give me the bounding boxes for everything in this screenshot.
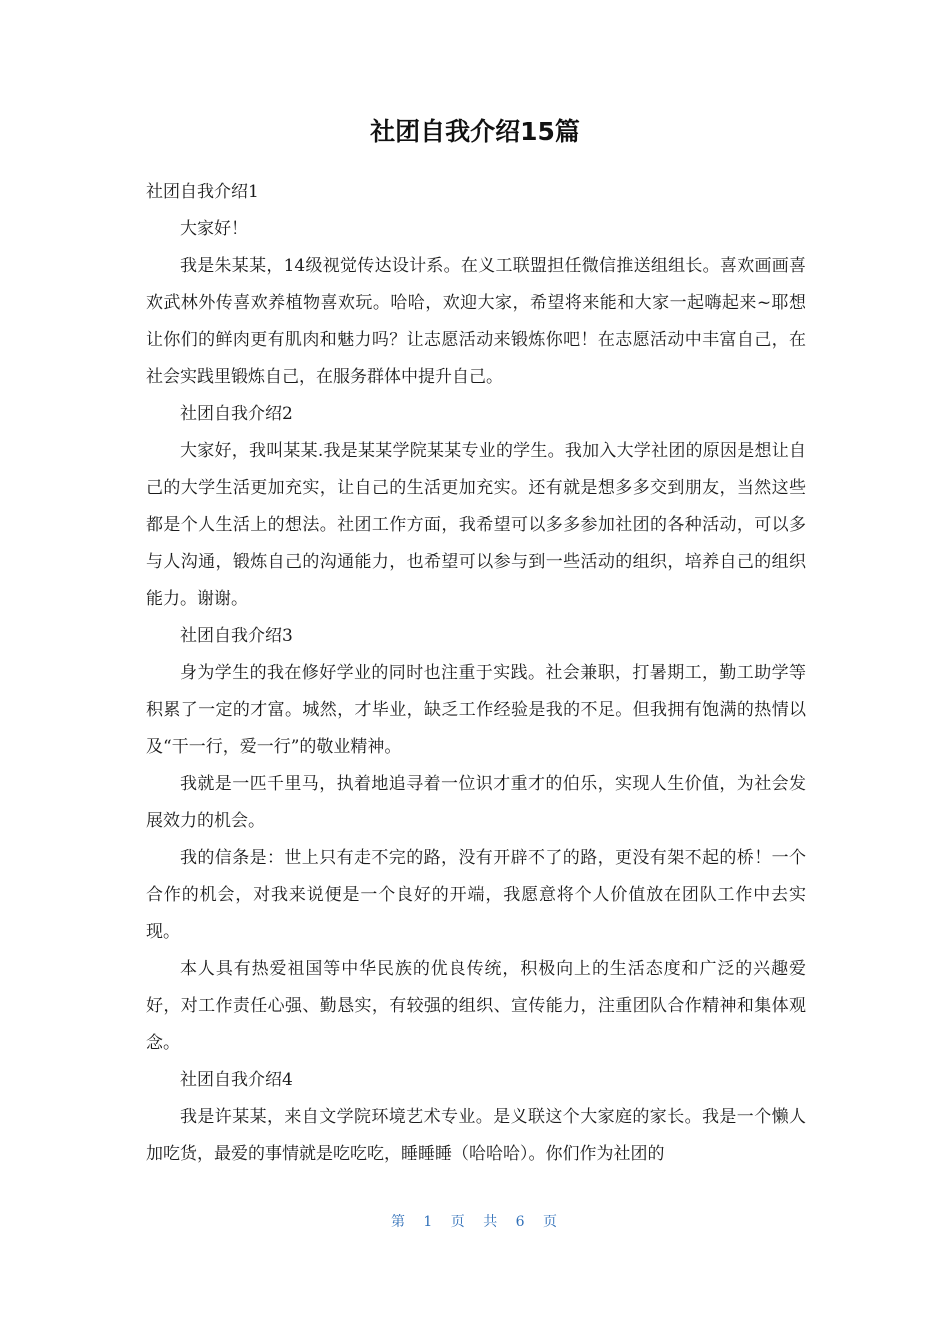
section-heading: 社团自我介绍4 (180, 1070, 293, 1090)
section-heading: 社团自我介绍3 (180, 626, 293, 646)
document-title: 社团自我介绍15篇 (370, 117, 580, 146)
section-heading: 社团自我介绍2 (180, 404, 293, 424)
paragraph: 大家好，我叫某某.我是某某学院某某专业的学生。我加入大学社团的原因是想让自己的大学生活更加充实，让自己的生活更加充实。还有就是想多多交到朋友，当然这些都是个人生活上的想法。社团工作方面，我希望可以多多参加社团的各种活动，可以多与人沟通，锻炼自己的沟通能力，也希望可以参与到一些活动的组织，培养自己的组织能力。谢谢。 (146, 441, 806, 609)
paragraph: 本人具有热爱祖国等中华民族的优良传统，积极向上的生活态度和广泛的兴趣爱好，对工作责任心强、勤恳实，有较强的组织、宣传能力，注重团队合作精神和集体观念。 (146, 959, 806, 1053)
section-heading: 社团自我介绍1 (146, 182, 259, 202)
document-body (146, 174, 806, 1173)
paragraph: 我就是一匹千里马，执着地追寻着一位识才重才的伯乐，实现人生价值，为社会发展效力的机会。 (146, 774, 806, 831)
paragraph: 我是朱某某，14级视觉传达设计系。在义工联盟担任微信推送组组长。喜欢画画喜欢武林外传喜欢养植物喜欢玩。哈哈，欢迎大家，希望将来能和大家一起嗨起来~耶想让你们的鲜肉更有肌肉和魅力吗？让志愿活动来锻炼你吧！在志愿活动中丰富自己，在社会实践里锻炼自己，在服务群体中提升自己。 (146, 256, 806, 387)
paragraph: 身为学生的我在修好学业的同时也注重于实践。社会兼职，打暑期工，勤工助学等积累了一定的才富。城然，才毕业，缺乏工作经验是我的不足。但我拥有饱满的热情以及“干一行，爱一行”的敬业精神。 (146, 663, 806, 757)
page-number-footer: 第 1 页 共 6 页 (390, 1214, 560, 1230)
paragraph: 大家好！ (180, 219, 248, 239)
paragraph: 我的信条是：世上只有走不完的路，没有开辟不了的路，更没有架不起的桥！一个合作的机会，对我来说便是一个良好的开端，我愿意将个人价值放在团队工作中去实现。 (146, 848, 806, 942)
paragraph: 我是许某某，来自文学院环境艺术专业。是义联这个大家庭的家长。我是一个懒人加吃货，最爱的事情就是吃吃吃，睡睡睡（哈哈哈）。你们作为社团的 (146, 1107, 806, 1164)
